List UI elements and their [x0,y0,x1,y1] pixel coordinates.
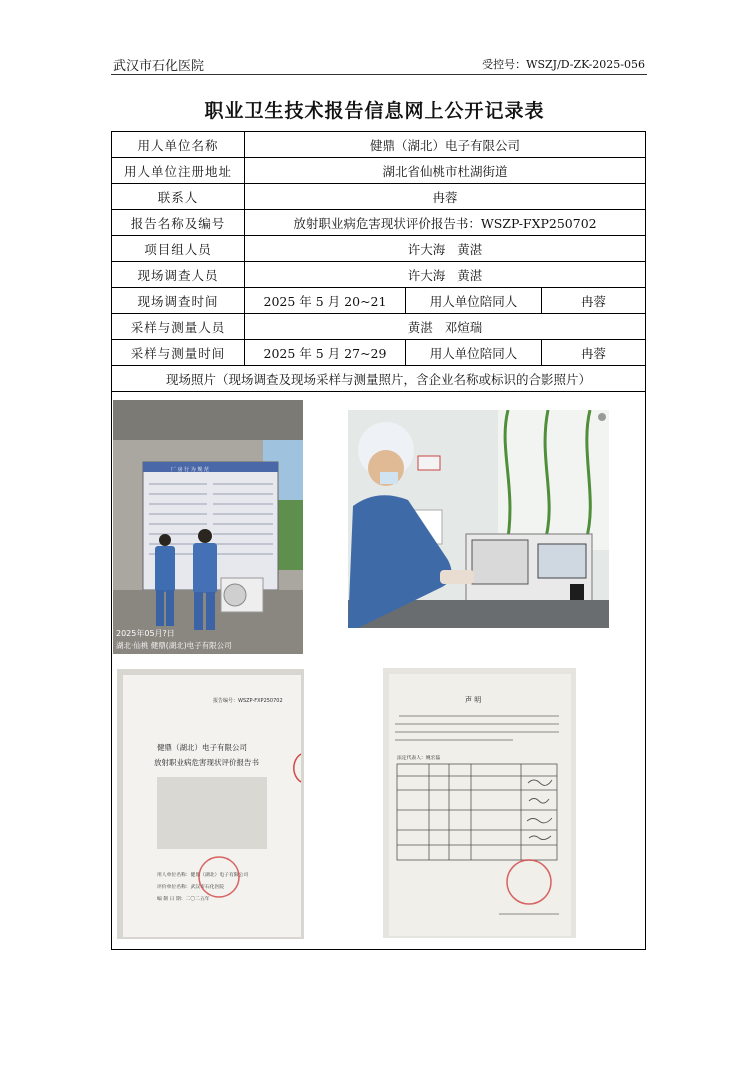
label-unit-name: 用人单位名称 [112,132,245,157]
measurement-photo [348,410,609,628]
report-cover-photo [117,669,304,939]
photo-date-stamp: 2025年05月?日 [116,629,175,638]
label-survey-staff: 现场调查人员 [112,262,245,287]
statement-heading: 声 明 [465,696,482,704]
row-survey-staff [112,262,645,288]
row-photos-heading [112,366,645,392]
row-address [112,158,645,184]
value-survey-escort: 冉蓉 [580,293,606,309]
row-contact [112,184,645,210]
statement-photo [383,668,576,938]
value-address: 湖北省仙桃市杜湖街道 [382,163,508,179]
cover-line-3: 编 制 日 期：二〇二五年 [157,897,210,902]
photo-location-stamp: 湖北·仙桃 健鼎(湖北)电子有限公司 [116,641,232,650]
cover-company: 健鼎（湖北）电子有限公司 [157,743,247,752]
cover-doc-no: 报告编号：WSZP-FXP250702 [213,698,283,704]
page-title: 职业卫生技术报告信息网上公开记录表 [204,100,545,122]
photos-heading: 现场照片（现场调查及现场采样与测量照片，含企业名称或标识的合影照片） [165,371,591,387]
cover-line-1: 用人单位名称：健鼎（湖北）电子有限公司 [157,873,249,878]
statement-team-label: 法定代表人：姚宏磊 [397,756,441,761]
row-report [112,210,645,236]
value-report: 放射职业病危害现状评价报告书：WSZP-FXP250702 [293,215,597,231]
group-photo [113,400,303,654]
row-sampling-staff [112,314,645,340]
label-sampling-time: 采样与测量时间 [112,340,245,365]
row-survey-time [112,288,645,314]
label-sampling-escort: 用人单位陪同人 [406,340,542,365]
notice-board-title: 厂 房 行 为 规 范 [171,467,209,473]
value-survey-time: 2025 年 5 月 20~21 [245,288,406,313]
value-sampling-time: 2025 年 5 月 27~29 [245,340,406,365]
label-survey-escort: 用人单位陪同人 [406,288,542,313]
row-team [112,236,645,262]
row-sampling-time [112,340,645,366]
value-team: 许大海 黄湛 [407,241,483,257]
label-report: 报告名称及编号 [112,210,245,235]
control-number: 受控号：WSZJ/D-ZK-2025-056 [482,58,645,71]
record-table [111,131,646,950]
value-contact: 冉蓉 [432,189,458,205]
value-survey-staff: 许大海 黄湛 [407,267,483,283]
row-unit-name [112,132,645,158]
label-team: 项目组人员 [112,236,245,261]
hospital-name: 武汉市石化医院 [113,59,205,74]
label-survey-time: 现场调查时间 [112,288,245,313]
cover-report-name: 放射职业病危害现状评价报告书 [154,758,259,767]
label-address: 用人单位注册地址 [112,158,245,183]
value-sampling-staff: 黄湛 邓煊瑞 [407,319,483,335]
label-contact: 联系人 [112,184,245,209]
cover-line-2: 评价单位名称：武汉市石化医院 [157,885,225,890]
header-divider [111,74,647,75]
label-sampling-staff: 采样与测量人员 [112,314,245,339]
value-unit-name: 健鼎（湖北）电子有限公司 [369,137,520,153]
value-sampling-escort: 冉蓉 [580,345,606,361]
